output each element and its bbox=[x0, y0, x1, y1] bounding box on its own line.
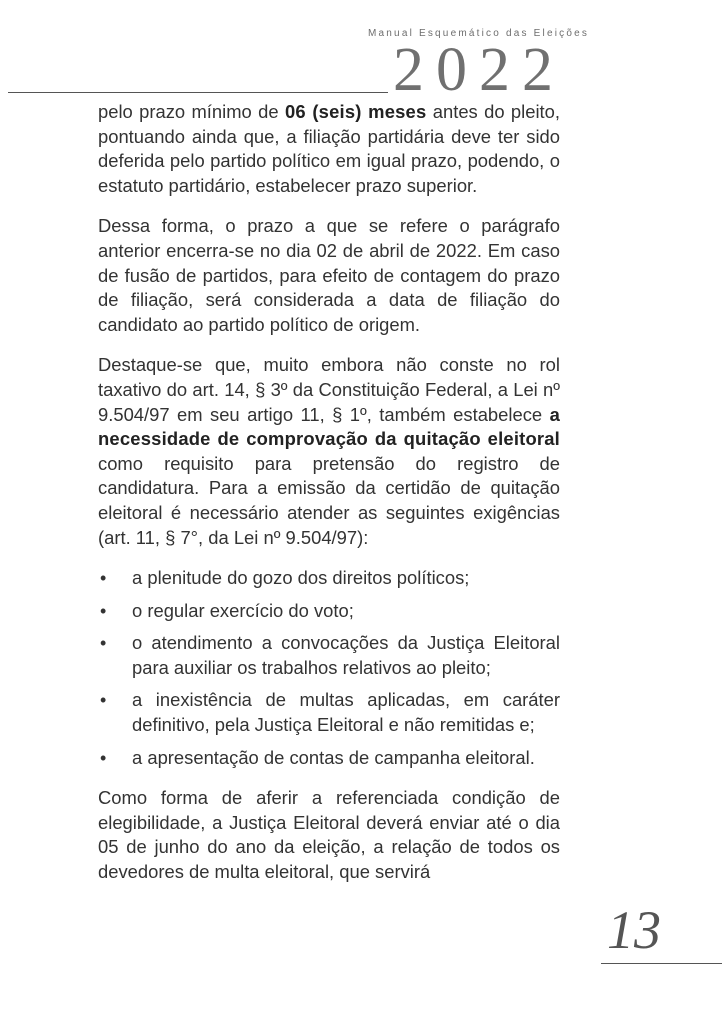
list-item bbox=[98, 746, 560, 771]
paragraph-2: Dessa forma, o prazo a que se refere o parágrafo anterior encerra-se no dia 02 de abril de 2022. Em caso de fusão de partidos, para efeito de contagem do prazo de filiação, será considerada a data de filiação do candidato ao partido político de origem. bbox=[98, 215, 560, 335]
bullet-icon: • bbox=[100, 568, 107, 589]
paragraph-1-emphasis: 06 (seis) meses bbox=[284, 101, 427, 122]
header-rule bbox=[8, 92, 388, 93]
header-subtitle: Manual Esquemático das Eleições bbox=[368, 28, 590, 39]
list-item-text: o regular exercício do voto; bbox=[132, 599, 354, 621]
list-item-text: a apresentação de contas de campanha eleitoral. bbox=[132, 746, 535, 768]
list-item-text: o atendimento a convocações da Justiça Eleitoral para auxiliar os trabalhos relativos ao pleito; bbox=[132, 632, 560, 678]
list-item bbox=[98, 631, 560, 680]
paragraph-3-text-end: como requisito para pretensão do registro de candidatura. Para a emissão da certidão de quitação eleitoral é necessário atender as seguintes exigências (art. 11, § 7°, da Lei nº 9.504/97): bbox=[98, 452, 560, 548]
footer-rule bbox=[601, 963, 722, 964]
bullet-icon: • bbox=[100, 633, 107, 654]
paragraph-1-text-end: antes do pleito, pontuando ainda que, a filiação partidária deve ter sido deferida pelo partido político em igual prazo, podendo, o estatuto partidário, estabelecer prazo superior. bbox=[98, 101, 560, 196]
page-number: 13 bbox=[607, 900, 661, 960]
paragraph-1-text-start: pelo prazo mínimo de bbox=[98, 101, 285, 122]
header-year: 2022 bbox=[393, 36, 565, 104]
paragraph-3-text-start: Destaque-se que, muito embora não conste no rol taxativo do art. 14, § 3º da Constituição Federal, a Lei nº 9.504/97 em seu artigo 11, § 1º, também estabelece bbox=[98, 354, 560, 425]
paragraph-3 bbox=[98, 353, 560, 550]
paragraph-1 bbox=[98, 100, 560, 198]
paragraph-4: Como forma de aferir a referenciada condição de elegibilidade, a Justiça Eleitoral deverá enviar até o dia 05 de junho do ano da eleição, a relação de todos os devedores de multa eleitoral, que servirá bbox=[98, 787, 560, 883]
list-item bbox=[98, 688, 560, 737]
page-content bbox=[98, 100, 560, 901]
bullet-icon: • bbox=[100, 600, 107, 621]
paragraph-3-emphasis: a necessidade de comprovação da quitação eleitoral bbox=[98, 403, 560, 450]
bullet-icon: • bbox=[100, 690, 107, 711]
list-item-text: a plenitude do gozo dos direitos políticos; bbox=[132, 567, 470, 589]
bullet-icon: • bbox=[100, 747, 107, 768]
list-item bbox=[98, 599, 560, 624]
requirements-list bbox=[98, 566, 560, 770]
list-item-text: a inexistência de multas aplicadas, em caráter definitivo, pela Justiça Eleitoral e não remitidas e; bbox=[132, 689, 560, 736]
list-item bbox=[98, 566, 560, 591]
